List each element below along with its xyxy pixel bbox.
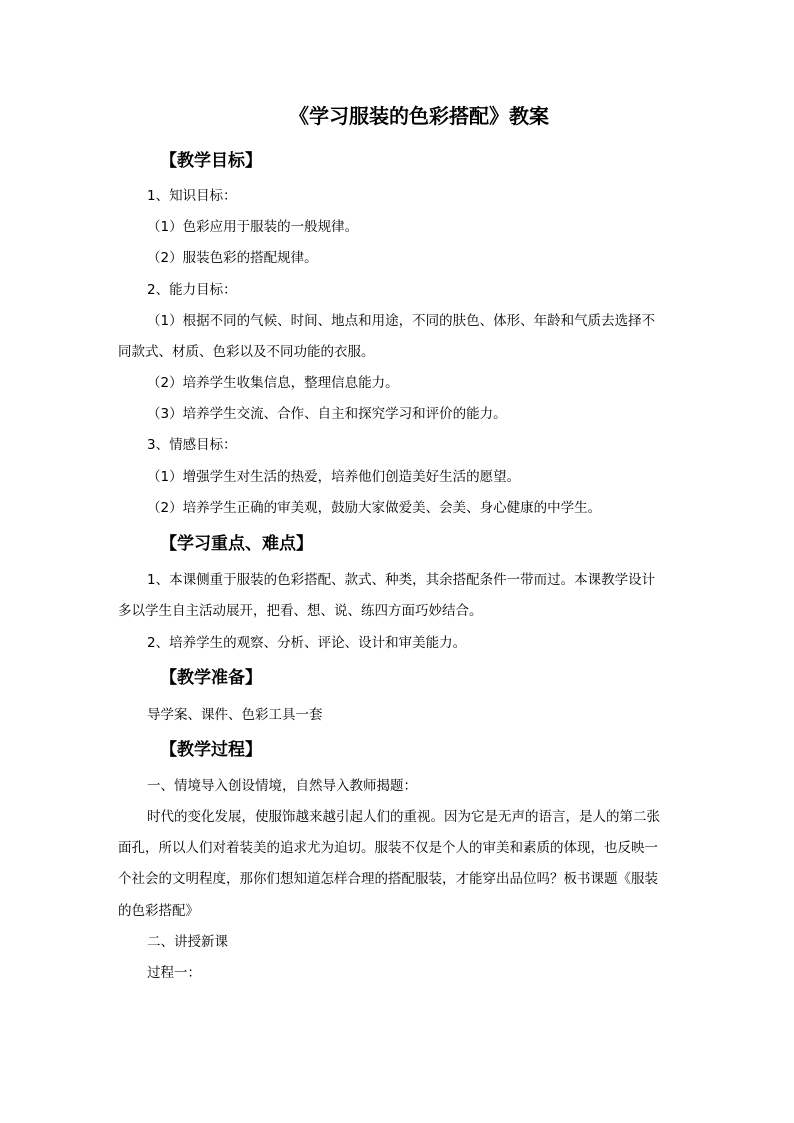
- knowledge-goal-1: （1）色彩应用于服装的一般规律。: [147, 219, 359, 235]
- emotion-goal-label: 3、情感目标：: [147, 437, 237, 453]
- key-point-1-line1: 1、本课侧重于服装的色彩搭配、款式、种类，其余搭配条件一带而过。本课教学设计: [147, 572, 656, 588]
- heading-process: 【教学过程】: [160, 740, 262, 760]
- key-point-1-line2: 多以学生自主活动展开，把看、想、说、练四方面巧妙结合。: [118, 603, 483, 619]
- preparation-text: 导学案、课件、色彩工具一套: [147, 707, 323, 723]
- process-paragraph-line4: 的色彩搭配》: [118, 903, 199, 919]
- process-paragraph-line2: 面孔，所以人们对着装美的追求尤为迫切。服装不仅是个人的审美和素质的体现，也反映一: [118, 840, 658, 856]
- heading-key-points: 【学习重点、难点】: [160, 534, 313, 554]
- process-step-1-label: 一、情境导入创设情境，自然导入教师揭题：: [147, 778, 417, 794]
- emotion-goal-2: （2）培养学生正确的审美观，鼓励大家做爱美、会美、身心健康的中学生。: [147, 500, 602, 516]
- process-step-2-label: 二、讲授新课: [147, 934, 228, 950]
- process-paragraph-line1: 时代的变化发展，使服饰越来越引起人们的重视。因为它是无声的语言，是人的第二张: [147, 809, 660, 825]
- ability-goal-1-line1: （1）根据不同的气候、时间、地点和用途，不同的肤色、体形、年龄和气质去选择不: [147, 313, 656, 329]
- ability-goal-1-line2: 同款式、材质、色彩以及不同功能的衣服。: [118, 344, 375, 360]
- knowledge-goal-2: （2）服装色彩的搭配规律。: [147, 250, 318, 266]
- ability-goal-3: （3）培养学生交流、合作、自主和探究学习和评价的能力。: [147, 406, 507, 422]
- heading-preparation: 【教学准备】: [160, 668, 262, 688]
- ability-goal-label: 2、能力目标：: [147, 282, 237, 298]
- document-title: 《学习服装的色彩搭配》教案: [289, 104, 549, 128]
- process-paragraph-line3: 个社会的文明程度，那你们想知道怎样合理的搭配服装，才能穿出品位吗？板书课题《服装: [118, 871, 658, 887]
- key-point-2: 2、培养学生的观察、分析、评论、设计和审美能力。: [147, 635, 467, 651]
- ability-goal-2: （2）培养学生收集信息，整理信息能力。: [147, 375, 399, 391]
- knowledge-goal-label: 1、知识目标：: [147, 188, 237, 204]
- emotion-goal-1: （1）增强学生对生活的热爱，培养他们创造美好生活的愿望。: [147, 469, 521, 485]
- heading-objectives: 【教学目标】: [160, 151, 262, 171]
- process-sub-label: 过程一：: [147, 965, 201, 981]
